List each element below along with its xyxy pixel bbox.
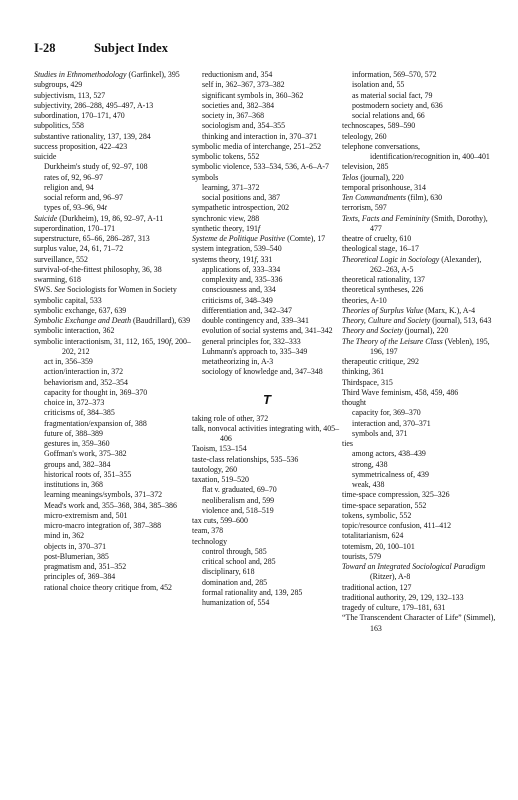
index-subentry: metatheorizing in, A-3 (202, 357, 274, 366)
index-entry: therapeutic critique, 292 (342, 357, 419, 366)
index-entry: survival-of-the-fittest philosophy, 36, 38 (34, 264, 162, 274)
index-subentry: Durkheim's study of, 92–97, 108 (44, 162, 148, 172)
index-entry: Suicide (Durkheim), 19, 86, 92–97, A-11 (34, 213, 164, 223)
index-subentry: social reform and, 96–97 (44, 193, 123, 202)
index-column-2 (192, 70, 342, 608)
index-subentry: domination and, 285 (202, 577, 268, 587)
index-entry: Thirdspace, 315 (342, 377, 393, 387)
index-entry: taste-class relationships, 535–536 (192, 454, 299, 464)
index-entry: thinking, 361 (342, 367, 385, 377)
index-subentry: criticisms of, 384–385 (44, 408, 115, 418)
running-header (34, 41, 168, 56)
index-entry: talk, nonvocal activities integrating with, 405–406 (192, 423, 340, 443)
index-entry: symbolic exchange, 637, 639 (34, 305, 127, 315)
index-entry: tax cuts, 599–600 (192, 516, 248, 525)
index-subentry: neoliberalism and, 599 (202, 495, 275, 505)
index-subentry: principles of, 369–384 (44, 572, 116, 582)
index-entry: telephone conversations, identification/recognition in, 400–401 (342, 141, 490, 161)
index-entry: systems theory, 191f, 331 (192, 254, 273, 264)
index-entry: time-space compression, 325–326 (342, 490, 450, 500)
index-subentry: complexity and, 335–336 (202, 275, 283, 284)
index-entry: traditional action, 127 (342, 582, 412, 592)
index-entry: temporal prisonhouse, 314 (342, 182, 426, 192)
index-subentry: humanization of, 554 (202, 598, 270, 607)
index-subentry: formal rationality and, 139, 285 (202, 587, 303, 597)
index-entry: symbolic tokens, 552 (192, 152, 260, 161)
index-entry: traditional authority, 29, 129, 132–133 (342, 592, 464, 602)
index-entry: subgroups, 429 (34, 80, 83, 90)
index-entry: terrorism, 597 (342, 203, 387, 213)
index-subentry: critical school and, 285 (202, 557, 276, 566)
index-subentry: mind in, 362 (44, 531, 85, 541)
index-subentry: as material social fact, 79 (352, 90, 433, 100)
index-entry: Third Wave feminism, 458, 459, 486 (342, 387, 459, 397)
index-entry: symbolic interaction, 362 (34, 326, 115, 336)
index-subentry: information, 569–570, 572 (352, 70, 437, 79)
index-entry: theological stage, 16–17 (342, 244, 419, 254)
index-subentry: significant symbols in, 360–362 (202, 90, 304, 100)
index-subentry: social positions and, 387 (202, 193, 281, 202)
section-letter: T (263, 391, 271, 407)
index-subentry: weak, 438 (352, 480, 385, 489)
index-subentry: applications of, 333–334 (202, 264, 281, 274)
index-entry: Taoism, 153–154 (192, 444, 247, 454)
index-entry: substantive rationality, 137, 139, 284 (34, 131, 151, 141)
index-entry: theatre of cruelty, 610 (342, 234, 412, 243)
index-subentry: societies and, 382–384 (202, 100, 275, 110)
index-subentry: general principles for, 332–333 (202, 336, 301, 346)
index-subentry: gestures in, 359–360 (44, 439, 110, 448)
index-entry: symbolic violence, 533–534, 536, A-6–A-7 (192, 162, 329, 172)
index-subentry: society in, 367–368 (202, 111, 265, 120)
index-subentry: Goffman's work, 375–382 (44, 449, 127, 459)
index-entry: television, 285 (342, 162, 389, 172)
index-subentry: pragmatism and, 351–352 (44, 562, 127, 571)
index-subentry: violence and, 518–519 (202, 505, 274, 515)
index-subentry: evolution of social systems and, 341–342 (202, 326, 333, 336)
index-entry: totemism, 20, 100–101 (342, 541, 415, 551)
index-entry: superordination, 170–171 (34, 223, 116, 233)
index-entry: system integration, 539–540 (192, 244, 282, 254)
index-subentry: Luhmann's approach to, 335–349 (202, 346, 308, 356)
index-subentry: postmodern society and, 636 (352, 100, 443, 110)
index-subentry: act in, 356–359 (44, 357, 93, 366)
index-subentry: sociologism and, 354–355 (202, 121, 286, 131)
index-subentry: symmetricalness of, 439 (352, 469, 429, 479)
index-entry: team, 378 (192, 526, 224, 536)
index-entry: Theoretical Logic in Sociology (Alexander), 262–263, A-5 (342, 254, 482, 274)
index-entry: technoscapes, 589–590 (342, 121, 416, 131)
index-entry: theoretical syntheses, 226 (342, 285, 424, 295)
index-entry: synchronic view, 288 (192, 213, 260, 223)
index-entry: Symbolic Exchange and Death (Baudrillard), 639 (34, 316, 191, 325)
index-subentry: sociology of knowledge and, 347–348 (202, 367, 323, 377)
index-entry: sympathetic introspection, 202 (192, 203, 290, 213)
index-entry: tragedy of culture, 179–181, 631 (342, 603, 446, 612)
index-entry: subjectivism, 113, 527 (34, 90, 106, 100)
index-entry: theoretical rationality, 137 (342, 275, 425, 284)
index-subentry: disciplinary, 618 (202, 567, 255, 577)
index-subentry: historical roots of, 351–355 (44, 469, 132, 479)
index-entry: surveillance, 552 (34, 254, 88, 264)
index-entry: taxation, 519–520 (192, 475, 249, 484)
index-title: Subject Index (94, 41, 168, 55)
index-subentry: flat v. graduated, 69–70 (202, 485, 277, 495)
index-entry: Theories of Surplus Value (Marx, K.), A-4 (342, 305, 476, 315)
index-entry: suicide (34, 152, 57, 161)
index-subentry: social relations and, 66 (352, 111, 425, 120)
index-entry: Telos (journal), 220 (342, 172, 404, 182)
index-subentry: symbols and, 371 (352, 428, 408, 438)
index-subentry: learning meanings/symbols, 371–372 (44, 490, 163, 500)
index-subentry: learning, 371–372 (202, 182, 260, 192)
index-entry: Theory and Society (journal), 220 (342, 326, 449, 336)
index-entry: Texts, Facts and Femininity (Smith, Dorothy), 477 (342, 213, 488, 233)
index-subentry: criticisms of, 348–349 (202, 295, 273, 305)
index-entry: subjectivity, 286–288, 495–497, A-13 (34, 100, 154, 110)
index-subentry: strong, 438 (352, 459, 388, 469)
index-entry: thought (342, 398, 367, 407)
index-column-3 (342, 70, 498, 634)
index-entry: topic/resource confusion, 411–412 (342, 521, 452, 530)
index-subentry: micro-extremism and, 501 (44, 510, 128, 520)
index-entry: SWS. See Sociologists for Women in Society (34, 285, 177, 295)
index-entry: tourists, 579 (342, 551, 382, 561)
index-subentry: consciousness and, 334 (202, 285, 276, 295)
index-entry: success proposition, 422–423 (34, 141, 128, 151)
index-entry: symbolic capital, 533 (34, 295, 102, 305)
index-subentry: capacity for thought in, 369–370 (44, 387, 148, 397)
index-entry: symbolic interactionism, 31, 112, 165, 190f, 200–202, 212 (34, 336, 191, 356)
index-subentry: isolation and, 55 (352, 80, 405, 90)
index-entry: theories, A-10 (342, 295, 387, 305)
index-subentry: rational choice theory critique from, 452 (44, 582, 172, 592)
index-subentry: groups and, 382–384 (44, 459, 111, 469)
index-entry: symbolic media of interchange, 251–252 (192, 141, 322, 151)
index-entry: time-space separation, 552 (342, 500, 427, 510)
index-subentry: objects in, 370–371 (44, 541, 107, 551)
index-entry: technology (192, 536, 228, 546)
index-entry: The Theory of the Leisure Class (Veblen), 195, 196, 197 (342, 336, 490, 356)
page-number: I-28 (34, 41, 56, 55)
index-subentry: interaction and, 370–371 (352, 418, 431, 428)
index-subentry: action/interaction in, 372 (44, 367, 124, 377)
index-entry: superstructure, 65–66, 286–287, 313 (34, 234, 150, 243)
index-subentry: religion and, 94 (44, 182, 94, 192)
index-entry: swarming, 618 (34, 275, 81, 284)
index-entry: totalitarianism, 624 (342, 531, 404, 541)
index-subentry: post-Blumerian, 385 (44, 551, 109, 561)
index-entry: tokens, symbolic, 552 (342, 510, 412, 520)
index-subentry: micro-macro integration of, 387–388 (44, 521, 162, 530)
index-subentry: behaviorism and, 352–354 (44, 377, 128, 387)
index-entry: synthetic theory, 191f (192, 223, 261, 233)
index-entry: taking role of other, 372 (192, 413, 269, 423)
index-entry: tautology, 260 (192, 464, 238, 474)
index-entry: surplus value, 24, 61, 71–72 (34, 244, 124, 254)
index-entry: teleology, 260 (342, 131, 387, 141)
index-column-1 (34, 70, 192, 593)
index-subentry: rates of, 92, 96–97 (44, 172, 103, 182)
index-entry: symbols (192, 172, 219, 182)
index-subentry: self in, 362–367, 373–382 (202, 80, 285, 90)
index-subentry: types of, 93–96, 94t (44, 203, 107, 213)
index-entry: Theory, Culture and Society (journal), 513, 643 (342, 316, 492, 325)
index-subentry: thinking and interaction in, 370–371 (202, 131, 318, 141)
index-subentry: future of, 388–389 (44, 428, 103, 438)
index-entry: Ten Commandments (film), 630 (342, 193, 443, 202)
index-entry: subpolitics, 558 (34, 121, 84, 131)
index-subentry: differentiation and, 342–347 (202, 305, 292, 315)
index-subentry: Mead's work and, 355–368, 384, 385–386 (44, 500, 177, 510)
index-entry: ties (342, 439, 353, 448)
index-entry: subordination, 170–171, 470 (34, 111, 125, 120)
index-entry: Toward an Integrated Sociological Paradigm (Ritzer), A-8 (342, 562, 486, 582)
index-subentry: control through, 585 (202, 546, 267, 556)
index-subentry: double contingency and, 339–341 (202, 316, 309, 325)
index-entry: “The Transcendent Character of Life” (Simmel), 163 (342, 613, 496, 633)
index-subentry: among actors, 438–439 (352, 449, 426, 459)
index-subentry: fragmentation/expansion of, 388 (44, 418, 147, 428)
index-subentry: choice in, 372–373 (44, 398, 105, 407)
index-entry: Systeme de Politique Positive (Comte), 17 (192, 234, 326, 243)
index-subentry: institutions in, 368 (44, 480, 103, 489)
index-entry: Studies in Ethnomethodology (Garfinkel), 395 (34, 70, 180, 79)
index-subentry: capacity for, 369–370 (352, 408, 421, 418)
index-subentry: reductionism and, 354 (202, 70, 273, 79)
